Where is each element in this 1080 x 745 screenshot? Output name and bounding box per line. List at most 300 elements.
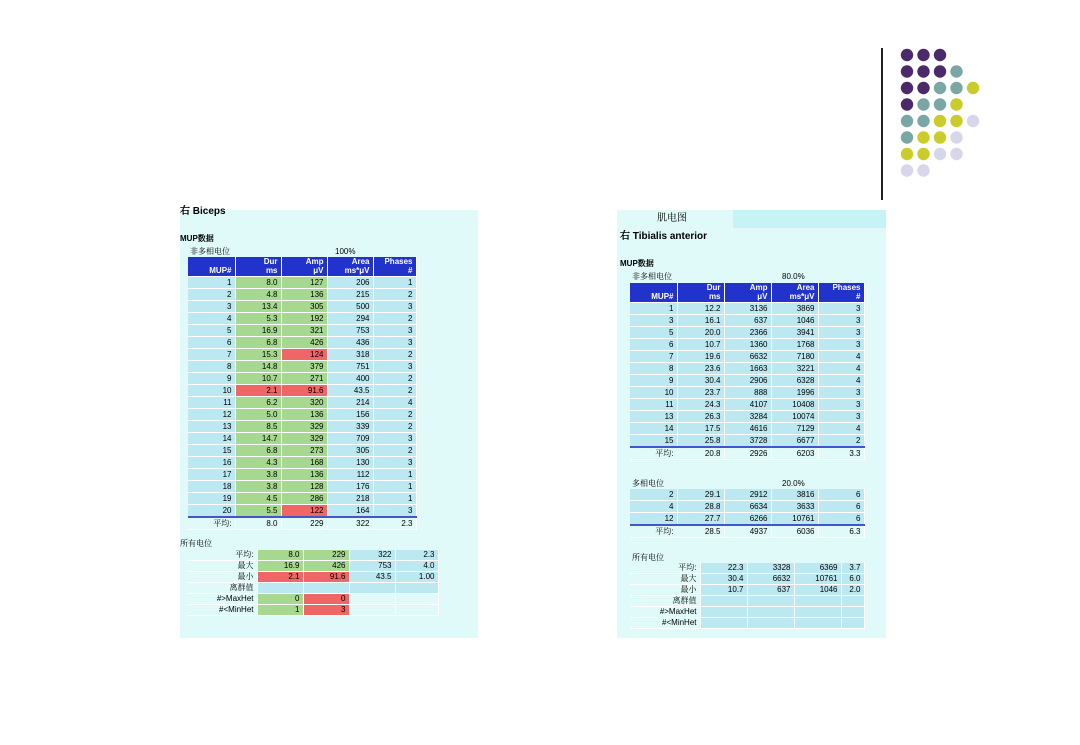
summary-cell: 10.7 bbox=[700, 585, 747, 596]
column-header bbox=[373, 257, 416, 277]
summary-row bbox=[630, 596, 864, 607]
table-cell: 3 bbox=[373, 433, 416, 445]
table-cell: 2 bbox=[373, 409, 416, 421]
table-cell: 1360 bbox=[724, 339, 771, 351]
table-cell: 426 bbox=[281, 337, 327, 349]
mup-table bbox=[188, 257, 417, 530]
summary-cell: 平均: bbox=[630, 563, 700, 574]
table-cell: 20 bbox=[188, 505, 235, 518]
mup-table bbox=[630, 283, 865, 460]
summary-cell bbox=[794, 618, 841, 629]
table-cell: 318 bbox=[327, 349, 373, 361]
summary-cell: 1 bbox=[257, 605, 303, 616]
table-cell: 15 bbox=[630, 435, 677, 448]
table-cell: 112 bbox=[327, 469, 373, 481]
table-cell: 320 bbox=[281, 397, 327, 409]
summary-cell: 753 bbox=[349, 561, 395, 572]
logo-divider bbox=[881, 48, 883, 200]
table-cell: 7 bbox=[630, 351, 677, 363]
summary-cell bbox=[257, 583, 303, 594]
average-cell: 3.3 bbox=[818, 447, 864, 460]
summary-cell bbox=[395, 594, 438, 605]
summary-row bbox=[188, 572, 438, 583]
table-row bbox=[188, 337, 416, 349]
table-cell: 4.3 bbox=[235, 457, 281, 469]
table-cell: 3221 bbox=[771, 363, 818, 375]
table-cell: 23.7 bbox=[677, 387, 724, 399]
summary-cell: 30.4 bbox=[700, 574, 747, 585]
table-cell: 3 bbox=[373, 361, 416, 373]
table-cell: 10074 bbox=[771, 411, 818, 423]
logo-dot bbox=[934, 49, 946, 61]
table-cell: 19.6 bbox=[677, 351, 724, 363]
column-header-line1: Area bbox=[796, 283, 815, 292]
logo-dot bbox=[934, 148, 946, 160]
column-header-line2: # bbox=[856, 292, 861, 301]
table-cell: 9 bbox=[630, 375, 677, 387]
table-cell: 43.5 bbox=[327, 385, 373, 397]
summary-row bbox=[630, 574, 864, 585]
summary-cell: 3 bbox=[303, 605, 349, 616]
table-cell: 329 bbox=[281, 433, 327, 445]
table-row bbox=[630, 363, 864, 375]
table-row bbox=[188, 421, 416, 433]
table-cell: 4 bbox=[818, 363, 864, 375]
logo-dot bbox=[917, 82, 929, 94]
summary-cell: 6.0 bbox=[841, 574, 864, 585]
column-header bbox=[235, 257, 281, 277]
table-cell: 2 bbox=[630, 489, 677, 501]
average-row bbox=[630, 447, 864, 460]
summary-cell: 0 bbox=[303, 594, 349, 605]
table-row bbox=[188, 385, 416, 397]
summary-cell: 10761 bbox=[794, 574, 841, 585]
summary-cell: 4.0 bbox=[395, 561, 438, 572]
average-cell: 6.3 bbox=[818, 525, 864, 538]
logo-dot bbox=[917, 115, 929, 127]
table-cell: 3 bbox=[818, 387, 864, 399]
table-row bbox=[630, 327, 864, 339]
summary-cell bbox=[747, 607, 794, 618]
table-cell: 206 bbox=[327, 277, 373, 289]
logo-dot bbox=[934, 115, 946, 127]
column-header bbox=[630, 283, 677, 303]
column-header-line1: Dur bbox=[706, 283, 721, 292]
logo-dot bbox=[901, 65, 913, 77]
table-cell: 130 bbox=[327, 457, 373, 469]
table-cell: 5.3 bbox=[235, 313, 281, 325]
table-cell: 1663 bbox=[724, 363, 771, 375]
table-cell: 500 bbox=[327, 301, 373, 313]
logo-dot bbox=[967, 82, 979, 94]
table-cell: 1 bbox=[373, 481, 416, 493]
summary-cell: 43.5 bbox=[349, 572, 395, 583]
biceps-panel bbox=[180, 206, 478, 638]
average-row bbox=[630, 525, 864, 538]
table-cell: 14 bbox=[188, 433, 235, 445]
table-cell: 20.0 bbox=[677, 327, 724, 339]
section-title: MUP数据 bbox=[180, 234, 214, 243]
table-cell: 26.3 bbox=[677, 411, 724, 423]
summary-cell: 最小 bbox=[630, 585, 700, 596]
table-cell: 1046 bbox=[771, 315, 818, 327]
column-header-line1: Dur bbox=[263, 257, 278, 266]
logo-dot bbox=[901, 115, 913, 127]
summary-cell: 最大 bbox=[188, 561, 257, 572]
column-header-line1: Area bbox=[351, 257, 370, 266]
summary-cell bbox=[303, 583, 349, 594]
column-header-line1: Amp bbox=[305, 257, 324, 266]
table-cell: 128 bbox=[281, 481, 327, 493]
table-cell: 28.8 bbox=[677, 501, 724, 513]
table-cell: 136 bbox=[281, 289, 327, 301]
logo-dot bbox=[950, 115, 962, 127]
table-cell: 15.3 bbox=[235, 349, 281, 361]
summary-cell: 1046 bbox=[794, 585, 841, 596]
average-cell: 2.3 bbox=[373, 517, 416, 530]
summary-cell: 637 bbox=[747, 585, 794, 596]
table-cell: 2 bbox=[373, 289, 416, 301]
table-row bbox=[188, 469, 416, 481]
table-cell: 4 bbox=[630, 501, 677, 513]
table-cell: 12 bbox=[188, 409, 235, 421]
column-header-line2: ms bbox=[265, 266, 278, 275]
table-cell: 2 bbox=[373, 373, 416, 385]
table-cell: 14.8 bbox=[235, 361, 281, 373]
summary-row bbox=[188, 550, 438, 561]
column-header-line2: MUP# bbox=[651, 292, 674, 301]
summary-cell: 8.0 bbox=[257, 550, 303, 561]
table-cell: 6 bbox=[188, 337, 235, 349]
table-cell: 3136 bbox=[724, 303, 771, 315]
logo-dot bbox=[917, 49, 929, 61]
logo-dot bbox=[950, 131, 962, 143]
table-cell: 6634 bbox=[724, 501, 771, 513]
table-cell: 3 bbox=[630, 315, 677, 327]
table-cell: 2 bbox=[373, 349, 416, 361]
table-row bbox=[630, 375, 864, 387]
panel-title: 右 Biceps bbox=[180, 206, 226, 217]
table-cell: 2.1 bbox=[235, 385, 281, 397]
table-cell: 136 bbox=[281, 469, 327, 481]
column-header bbox=[771, 283, 818, 303]
table-row bbox=[188, 433, 416, 445]
table-row bbox=[630, 423, 864, 435]
table-cell: 3 bbox=[188, 301, 235, 313]
table-cell: 1 bbox=[373, 493, 416, 505]
summary-cell bbox=[841, 607, 864, 618]
table-cell: 5.5 bbox=[235, 505, 281, 518]
average-cell: 平均: bbox=[630, 447, 677, 460]
column-header bbox=[281, 257, 327, 277]
table-cell: 709 bbox=[327, 433, 373, 445]
table-row bbox=[188, 301, 416, 313]
logo-dot bbox=[901, 82, 913, 94]
table-cell: 10.7 bbox=[235, 373, 281, 385]
table-cell: 18 bbox=[188, 481, 235, 493]
table-cell: 4.8 bbox=[235, 289, 281, 301]
table-cell: 1 bbox=[630, 303, 677, 315]
summary-cell bbox=[349, 594, 395, 605]
table-cell: 6 bbox=[818, 513, 864, 526]
table-row bbox=[630, 435, 864, 448]
logo-dot bbox=[917, 131, 929, 143]
logo-dot bbox=[901, 49, 913, 61]
summary-cell: 3328 bbox=[747, 563, 794, 574]
table-row bbox=[630, 351, 864, 363]
table-cell: 4.5 bbox=[235, 493, 281, 505]
table-cell: 4107 bbox=[724, 399, 771, 411]
table-cell: 400 bbox=[327, 373, 373, 385]
summary-cell: 平均: bbox=[188, 550, 257, 561]
table-row bbox=[188, 361, 416, 373]
logo-dot bbox=[917, 65, 929, 77]
table-row bbox=[188, 277, 416, 289]
panel-header: 肌电图 bbox=[657, 213, 687, 224]
table-cell: 2366 bbox=[724, 327, 771, 339]
column-header bbox=[327, 257, 373, 277]
table-cell: 23.6 bbox=[677, 363, 724, 375]
table-row bbox=[630, 489, 864, 501]
table-cell: 1768 bbox=[771, 339, 818, 351]
average-cell: 229 bbox=[281, 517, 327, 530]
summary-cell: 0 bbox=[257, 594, 303, 605]
table-cell: 753 bbox=[327, 325, 373, 337]
table-row bbox=[630, 513, 864, 526]
summary-cell bbox=[700, 596, 747, 607]
subheader: 非多相电位 bbox=[632, 272, 672, 281]
table-row bbox=[188, 325, 416, 337]
summary-cell: 22.3 bbox=[700, 563, 747, 574]
table-cell: 305 bbox=[281, 301, 327, 313]
average-cell: 322 bbox=[327, 517, 373, 530]
table-cell: 3728 bbox=[724, 435, 771, 448]
table-cell: 3.8 bbox=[235, 481, 281, 493]
summary-cell: 322 bbox=[349, 550, 395, 561]
summary-cell: 最小 bbox=[188, 572, 257, 583]
table-row bbox=[188, 481, 416, 493]
logo-dot bbox=[901, 148, 913, 160]
table-cell: 3 bbox=[818, 339, 864, 351]
table-cell: 6632 bbox=[724, 351, 771, 363]
table-cell: 6.2 bbox=[235, 397, 281, 409]
table-cell: 29.1 bbox=[677, 489, 724, 501]
table-cell: 3 bbox=[818, 315, 864, 327]
table-cell: 1 bbox=[188, 277, 235, 289]
table-cell: 2 bbox=[373, 313, 416, 325]
column-header-line1: Phases bbox=[832, 283, 861, 292]
average-cell: 2926 bbox=[724, 447, 771, 460]
column-header bbox=[818, 283, 864, 303]
table-cell: 273 bbox=[281, 445, 327, 457]
table-cell: 11 bbox=[630, 399, 677, 411]
logo-dot bbox=[901, 98, 913, 110]
table-cell: 215 bbox=[327, 289, 373, 301]
table-cell: 176 bbox=[327, 481, 373, 493]
table-cell: 10.7 bbox=[677, 339, 724, 351]
table-cell: 7129 bbox=[771, 423, 818, 435]
average-cell: 6203 bbox=[771, 447, 818, 460]
average-cell: 6036 bbox=[771, 525, 818, 538]
column-header bbox=[677, 283, 724, 303]
summary-row bbox=[630, 607, 864, 618]
table-cell: 16.1 bbox=[677, 315, 724, 327]
table-cell: 136 bbox=[281, 409, 327, 421]
summary-cell bbox=[700, 618, 747, 629]
table-cell: 888 bbox=[724, 387, 771, 399]
table-cell: 3633 bbox=[771, 501, 818, 513]
summary-table bbox=[188, 550, 439, 616]
column-header-line2: μV bbox=[757, 292, 768, 301]
logo-dot bbox=[967, 115, 979, 127]
column-header-line2: MUP# bbox=[209, 266, 232, 275]
column-header-line2: # bbox=[408, 266, 413, 275]
table-cell: 8 bbox=[188, 361, 235, 373]
table-row bbox=[630, 399, 864, 411]
table-cell: 13.4 bbox=[235, 301, 281, 313]
table-cell: 6 bbox=[818, 501, 864, 513]
table-cell: 3.8 bbox=[235, 469, 281, 481]
table-row bbox=[188, 313, 416, 325]
summary-cell: 6369 bbox=[794, 563, 841, 574]
table-cell: 10 bbox=[630, 387, 677, 399]
table-cell: 271 bbox=[281, 373, 327, 385]
column-header-line2: ms bbox=[708, 292, 721, 301]
table-cell: 3 bbox=[373, 337, 416, 349]
summary-cell bbox=[841, 618, 864, 629]
logo-dot bbox=[917, 148, 929, 160]
summary-cell: 3.7 bbox=[841, 563, 864, 574]
table-cell: 6677 bbox=[771, 435, 818, 448]
summary-cell: 426 bbox=[303, 561, 349, 572]
all-potentials-label: 所有电位 bbox=[180, 539, 212, 548]
table-cell: 6266 bbox=[724, 513, 771, 526]
summary-cell bbox=[349, 583, 395, 594]
tibialis-panel bbox=[617, 210, 886, 638]
table-cell: 30.4 bbox=[677, 375, 724, 387]
table-cell: 91.6 bbox=[281, 385, 327, 397]
table-cell: 4 bbox=[188, 313, 235, 325]
table-cell: 379 bbox=[281, 361, 327, 373]
summary-cell: 2.0 bbox=[841, 585, 864, 596]
table-row bbox=[188, 505, 416, 518]
summary-cell bbox=[794, 596, 841, 607]
summary-cell: #<MinHet bbox=[630, 618, 700, 629]
section-title: MUP数据 bbox=[620, 259, 654, 268]
logo-dot bbox=[950, 65, 962, 77]
logo-dot bbox=[934, 131, 946, 143]
table-row bbox=[188, 445, 416, 457]
summary-row bbox=[630, 618, 864, 629]
table-row bbox=[630, 387, 864, 399]
table-row bbox=[188, 409, 416, 421]
average-cell: 28.5 bbox=[677, 525, 724, 538]
polyphasic-table bbox=[630, 489, 865, 538]
average-cell: 20.8 bbox=[677, 447, 724, 460]
summary-cell: 1.00 bbox=[395, 572, 438, 583]
summary-row bbox=[630, 563, 864, 574]
summary-cell bbox=[747, 618, 794, 629]
summary-cell: 最大 bbox=[630, 574, 700, 585]
logo-dot bbox=[901, 164, 913, 176]
table-cell: 14.7 bbox=[235, 433, 281, 445]
table-cell: 294 bbox=[327, 313, 373, 325]
table-cell: 321 bbox=[281, 325, 327, 337]
table-row bbox=[630, 315, 864, 327]
average-row bbox=[188, 517, 416, 530]
table-cell: 6328 bbox=[771, 375, 818, 387]
summary-cell bbox=[700, 607, 747, 618]
percent-label: 80.0% bbox=[782, 272, 805, 281]
table-cell: 122 bbox=[281, 505, 327, 518]
table-cell: 2 bbox=[373, 421, 416, 433]
logo-dot bbox=[934, 98, 946, 110]
table-row bbox=[188, 457, 416, 469]
table-cell: 4 bbox=[818, 423, 864, 435]
logo-dot bbox=[934, 65, 946, 77]
logo-dot bbox=[901, 131, 913, 143]
table-cell: 5 bbox=[630, 327, 677, 339]
summary-table bbox=[630, 563, 865, 629]
table-cell: 192 bbox=[281, 313, 327, 325]
table-cell: 2 bbox=[373, 445, 416, 457]
table-row bbox=[188, 349, 416, 361]
table-cell: 168 bbox=[281, 457, 327, 469]
table-cell: 214 bbox=[327, 397, 373, 409]
table-cell: 329 bbox=[281, 421, 327, 433]
summary-row bbox=[188, 605, 438, 616]
table-cell: 8.0 bbox=[235, 277, 281, 289]
table-cell: 17 bbox=[188, 469, 235, 481]
table-cell: 156 bbox=[327, 409, 373, 421]
summary-cell bbox=[794, 607, 841, 618]
table-cell: 3 bbox=[818, 327, 864, 339]
table-row bbox=[630, 411, 864, 423]
summary-cell bbox=[349, 605, 395, 616]
table-cell: 7 bbox=[188, 349, 235, 361]
summary-row bbox=[188, 594, 438, 605]
summary-cell: 2.3 bbox=[395, 550, 438, 561]
table-cell: 127 bbox=[281, 277, 327, 289]
table-cell: 164 bbox=[327, 505, 373, 518]
table-cell: 2 bbox=[818, 435, 864, 448]
table-cell: 3941 bbox=[771, 327, 818, 339]
table-cell: 5 bbox=[188, 325, 235, 337]
table-cell: 12.2 bbox=[677, 303, 724, 315]
table-cell: 2906 bbox=[724, 375, 771, 387]
table-cell: 3 bbox=[373, 457, 416, 469]
column-header-line1: Amp bbox=[749, 283, 768, 292]
table-cell: 3816 bbox=[771, 489, 818, 501]
percent-label: 100% bbox=[335, 247, 356, 256]
table-cell: 6.8 bbox=[235, 337, 281, 349]
summary-row bbox=[630, 585, 864, 596]
summary-cell: 91.6 bbox=[303, 572, 349, 583]
average-cell: 平均: bbox=[188, 517, 235, 530]
logo-dot bbox=[917, 98, 929, 110]
average-cell: 平均: bbox=[630, 525, 677, 538]
table-cell: 1 bbox=[373, 277, 416, 289]
table-cell: 305 bbox=[327, 445, 373, 457]
table-cell: 17.5 bbox=[677, 423, 724, 435]
summary-cell: 离群值 bbox=[630, 596, 700, 607]
average-cell: 8.0 bbox=[235, 517, 281, 530]
table-cell: 2 bbox=[188, 289, 235, 301]
column-header bbox=[188, 257, 235, 277]
table-cell: 9 bbox=[188, 373, 235, 385]
dot-matrix-logo bbox=[895, 46, 990, 186]
logo-dot bbox=[917, 164, 929, 176]
